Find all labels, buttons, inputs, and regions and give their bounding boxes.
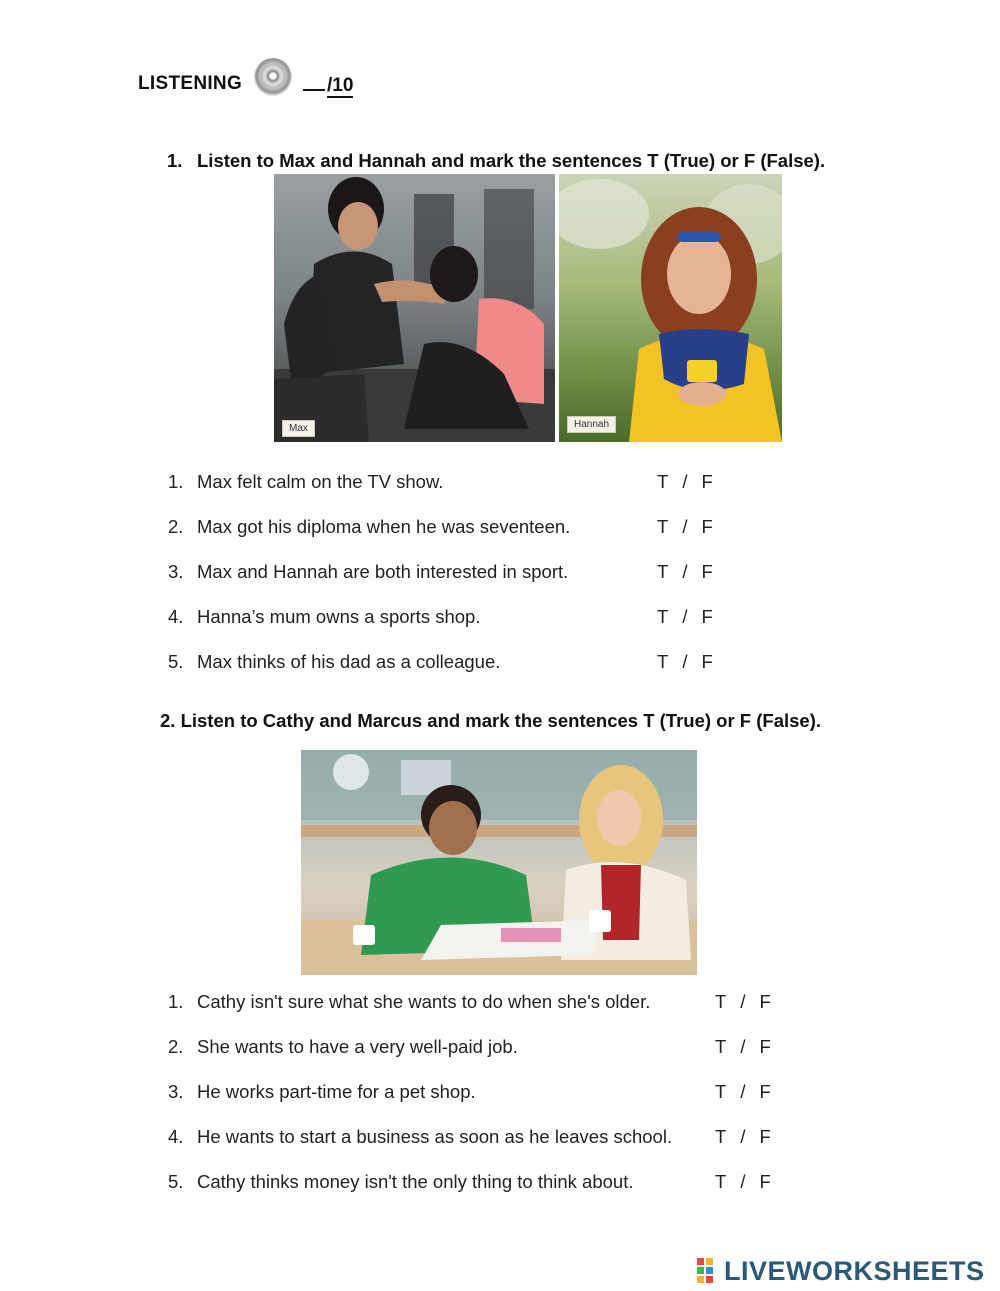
- photo-cathy-marcus: [301, 750, 697, 975]
- tf-separator: /: [740, 991, 746, 1012]
- photo-hannah-illustration: [559, 174, 782, 442]
- photo-label-hannah: Hannah: [567, 416, 616, 433]
- item-sentence: He works part-time for a pet shop.: [197, 1081, 476, 1102]
- false-option[interactable]: F: [701, 561, 713, 582]
- tf-separator: /: [740, 1171, 746, 1192]
- item-sentence: Max got his diploma when he was seventeen.: [197, 516, 571, 537]
- true-option[interactable]: T: [715, 1171, 727, 1192]
- item-sentence: He wants to start a business as soon as he leaves school.: [197, 1126, 673, 1147]
- true-option[interactable]: T: [657, 516, 669, 537]
- true-option[interactable]: T: [715, 1081, 727, 1102]
- item-number: 2.: [168, 516, 184, 537]
- photo-max-illustration: [274, 174, 555, 442]
- false-option[interactable]: F: [759, 1171, 771, 1192]
- logo-blocks-icon: [697, 1258, 723, 1284]
- ex1-item-4-tf[interactable]: [657, 606, 713, 628]
- true-option[interactable]: T: [657, 561, 669, 582]
- exercise-1-heading: [167, 150, 825, 172]
- item-number: 2.: [168, 1036, 184, 1057]
- true-option[interactable]: T: [657, 606, 669, 627]
- tf-separator: /: [740, 1126, 746, 1147]
- false-option[interactable]: F: [701, 471, 713, 492]
- false-option[interactable]: F: [701, 606, 713, 627]
- item-number: 5.: [168, 1171, 184, 1192]
- tf-separator: /: [740, 1081, 746, 1102]
- score-blank[interactable]: [303, 73, 325, 91]
- item-number: 4.: [168, 1126, 184, 1147]
- ex1-item-1-tf[interactable]: [657, 471, 713, 493]
- true-option[interactable]: T: [657, 471, 669, 492]
- true-option[interactable]: T: [657, 651, 669, 672]
- tf-separator: /: [682, 471, 688, 492]
- item-sentence: Max felt calm on the TV show.: [197, 471, 444, 492]
- worksheet-title: LISTENING: [138, 73, 243, 94]
- item-number: 1.: [168, 991, 184, 1012]
- tf-separator: /: [682, 561, 688, 582]
- item-number: 5.: [168, 651, 184, 672]
- item-sentence: Max thinks of his dad as a colleague.: [197, 651, 501, 672]
- photo-label-max: Max: [282, 420, 315, 437]
- false-option[interactable]: F: [759, 1126, 771, 1147]
- photo-cathy-marcus-illustration: [301, 750, 697, 975]
- false-option[interactable]: F: [759, 1036, 771, 1057]
- false-option[interactable]: F: [759, 1081, 771, 1102]
- exercise-2-heading: 2. Listen to Cathy and Marcus and mark the sentences T (True) or F (False).: [160, 710, 822, 731]
- item-sentence: She wants to have a very well-paid job.: [197, 1036, 518, 1057]
- true-option[interactable]: T: [715, 1036, 727, 1057]
- item-sentence: Cathy isn't sure what she wants to do when she's older.: [197, 991, 651, 1012]
- ex1-item-3-tf[interactable]: [657, 561, 713, 583]
- score-total: /10: [327, 75, 354, 96]
- photo-hannah: [559, 174, 782, 442]
- false-option[interactable]: F: [701, 516, 713, 537]
- photo-max: [274, 174, 555, 442]
- item-number: 4.: [168, 606, 184, 627]
- item-number: 3.: [168, 561, 184, 582]
- score-field: [303, 73, 353, 97]
- ex1-item-5-tf[interactable]: [657, 651, 713, 673]
- exercise-1-instruction: Listen to Max and Hannah and mark the sentences T (True) or F (False).: [197, 150, 826, 171]
- item-sentence: Hanna’s mum owns a sports shop.: [197, 606, 481, 627]
- item-sentence: Max and Hannah are both interested in sport.: [197, 561, 569, 582]
- tf-separator: /: [682, 516, 688, 537]
- ex2-item-3-tf[interactable]: [715, 1081, 771, 1103]
- tf-separator: /: [740, 1036, 746, 1057]
- ex1-item-2-tf[interactable]: [657, 516, 713, 538]
- exercise-1-number: 1.: [167, 150, 183, 171]
- false-option[interactable]: F: [759, 991, 771, 1012]
- item-number: 3.: [168, 1081, 184, 1102]
- ex2-item-1-tf[interactable]: [715, 991, 771, 1013]
- false-option[interactable]: F: [701, 651, 713, 672]
- true-option[interactable]: T: [715, 991, 727, 1012]
- true-option[interactable]: T: [715, 1126, 727, 1147]
- item-sentence: Cathy thinks money isn't the only thing to think about.: [197, 1171, 634, 1192]
- ex2-item-5-tf[interactable]: [715, 1171, 771, 1193]
- tf-separator: /: [682, 651, 688, 672]
- ex2-item-2-tf[interactable]: [715, 1036, 771, 1058]
- logo-text: LIVEWORKSHEETS: [724, 1256, 985, 1286]
- tf-separator: /: [682, 606, 688, 627]
- ex2-item-4-tf[interactable]: [715, 1126, 771, 1148]
- cd-audio-icon[interactable]: [255, 58, 291, 94]
- item-number: 1.: [168, 471, 184, 492]
